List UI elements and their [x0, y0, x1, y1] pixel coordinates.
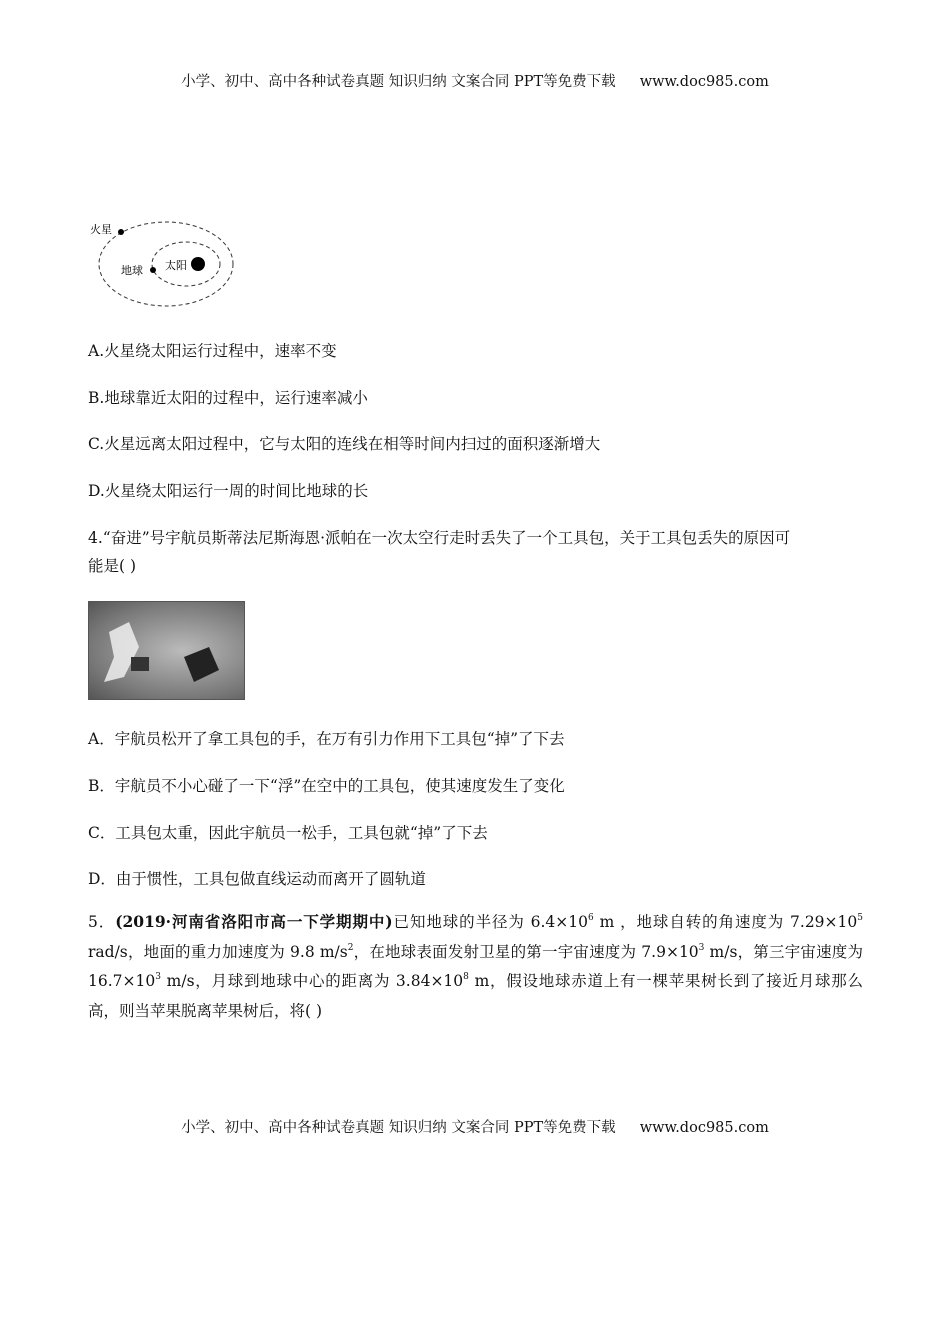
q5-source: (2019·河南省洛阳市高一下学期期中) — [115, 912, 393, 931]
q3-option-d: D.火星绕太阳运行一周的时间比地球的长 — [88, 482, 369, 500]
earth-dot — [150, 267, 156, 273]
header-text: 小学、初中、高中各种试卷真题 知识归纳 文案合同 PPT等免费下载 — [181, 74, 616, 90]
q5-stem: 5．(2019·河南省洛阳市高一下学期期中)已知地球的半径为 $6.4\times 10^6$ m ，地球自转的角速度为 $7.29\times 10^5$ rad/s，地面的重力加速度为 9.8 $m/s^2$，在地球表面发射卫星的第一宇宙速度为 $7.9\times 10^3$ m/s，第三宇宙速度为 $16.7\times 10^3$ m/s，月球到地球中心的距离为 $3.84\times 10^8$ m，假设地球赤道上有一棵苹果树长到了接近月球那么高，则当苹果脱离苹果树后，将( ) — [88, 912, 863, 1021]
q4-option-a: A．宇航员松开了拿工具包的手，在万有引力作用下工具包“掉”了下去 — [88, 730, 565, 748]
page-header — [0, 70, 950, 91]
q3-option-a: A.火星绕太阳运行过程中，速率不变 — [88, 342, 337, 360]
q3-option-b: B.地球靠近太阳的过程中，运行速率减小 — [88, 389, 368, 407]
orbit-diagram — [88, 212, 238, 312]
mars-label: 火星 — [90, 223, 112, 236]
q4-stem: 4.“奋进”号宇航员斯蒂法尼斯海恩·派帕在一次太空行走时丢失了一个工具包，关于工具包丢失的原因可 — [88, 529, 791, 547]
footer-text: 小学、初中、高中各种试卷真题 知识归纳 文案合同 PPT等免费下载 — [181, 1120, 616, 1136]
sun-label: 太阳 — [165, 259, 187, 272]
footer-url: www.doc985.com — [639, 1120, 769, 1136]
earth-label: 地球 — [121, 264, 143, 277]
sun-dot — [191, 257, 205, 271]
page-footer — [0, 1116, 950, 1137]
q3-option-c: C.火星远离太阳过程中，它与太阳的连线在相等时间内扫过的面积逐渐增大 — [88, 435, 601, 453]
q4-stem-cont: 能是( ) — [88, 557, 137, 575]
q4-option-b: B．宇航员不小心碰了一下“浮”在空中的工具包，使其速度发生了变化 — [88, 777, 565, 795]
q4-option-c: C．工具包太重，因此宇航员一松手，工具包就“掉”了下去 — [88, 824, 488, 842]
header-url: www.doc985.com — [639, 74, 769, 90]
astronaut-photo — [88, 601, 245, 700]
mars-dot — [118, 229, 124, 235]
q4-option-d: D．由于惯性，工具包做直线运动而离开了圆轨道 — [88, 870, 426, 888]
